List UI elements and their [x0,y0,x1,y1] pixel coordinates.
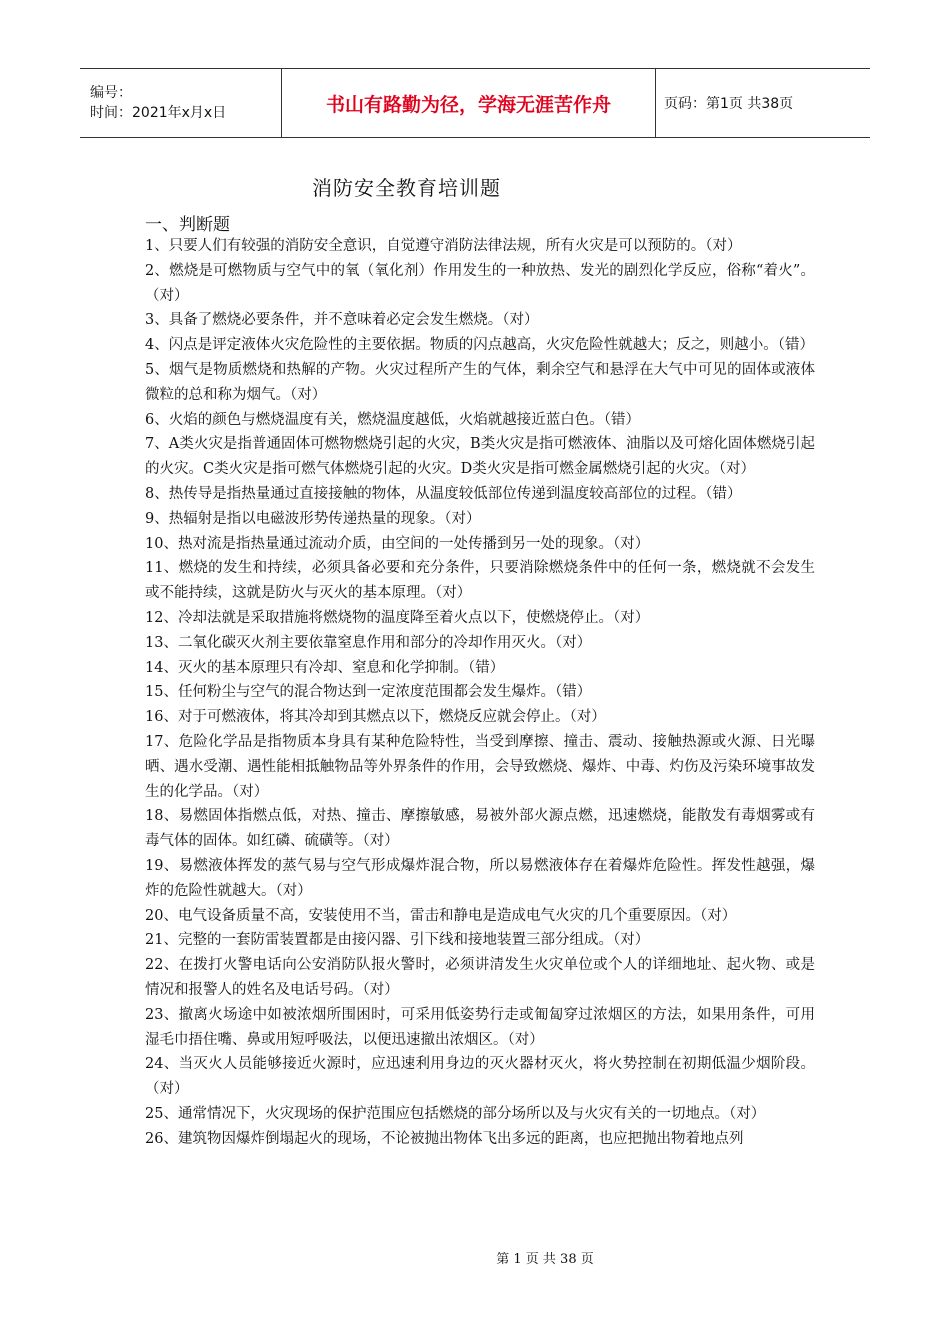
question-item: 23、撤离火场途中如被浓烟所围困时，可采用低姿势行走或匍匐穿过浓烟区的方法，如果用条件，可用湿毛巾捂住嘴、鼻或用短呼吸法，以便迅速撤出浓烟区。（对） [145,1006,815,1048]
question-item: 3、具备了燃烧必要条件，并不意味着必定会发生燃烧。（对） [145,312,539,329]
question-item: 5、烟气是物质燃烧和热解的产物。火灾过程所产生的气体，剩余空气和悬浮在大气中可见的固体或液体微粒的总和称为烟气。（对） [145,361,815,403]
page-header [80,68,870,138]
question-item: 21、完整的一套防雷装置都是由接闪器、引下线和接地装置三部分组成。（对） [145,932,650,949]
page-footer: 第 1 页 共 38 页 [496,1252,594,1267]
question-item: 16、对于可燃液体，将其冷却到其燃点以下，燃烧反应就会停止。（对） [145,709,606,726]
question-item: 4、闪点是评定液体火灾危险性的主要依据。物质的闪点越高，火灾危险性就越大；反之，则越小。（错） [145,337,814,354]
question-item: 10、热对流是指热量通过流动介质，由空间的一处传播到另一处的现象。（对） [145,535,650,552]
page-info-text: 页码：第1页 共38页 [664,96,794,112]
number-label: 编号： [90,85,132,101]
question-item: 15、任何粉尘与空气的混合物达到一定浓度范围都会发生爆炸。（错） [145,684,592,701]
question-item: 11、燃烧的发生和持续，必须具备必要和充分条件，只要消除燃烧条件中的任何一条，燃烧就不会发生或不能持续，这就是防火与灭火的基本原理。（对） [145,560,815,602]
question-item: 17、危险化学品是指物质本身具有某种危险特性，当受到摩擦、撞击、震动、接触热源或火源、日光曝晒、遇水受潮、遇性能相抵触物品等外界条件的作用，会导致燃烧、爆炸、中毒、灼伤及污染环境事故发生的化学品。（对） [145,733,815,800]
question-item: 20、电气设备质量不高，安装使用不当，雷击和静电是造成电气火灾的几个重要原因。（对） [145,907,737,924]
document-title: 消防安全教育培训题 [312,176,501,200]
question-item: 12、冷却法就是采取措施将燃烧物的温度降至着火点以下，使燃烧停止。（对） [145,609,650,626]
question-item: 26、建筑物因爆炸倒塌起火的现场，不论被抛出物体飞出多远的距离，也应把抛出物着地点列 [145,1130,744,1147]
question-item: 24、当灭火人员能够接近火源时，应迅速利用身边的灭火器材灭火，将火势控制在初期低温少烟阶段。（对） [145,1056,815,1098]
question-item: 1、只要人们有较强的消防安全意识，自觉遵守消防法律法规，所有火灾是可以预防的。（对） [145,238,742,254]
motto-text: 书山有路勤为径，学海无涯苦作舟 [325,93,611,116]
question-item: 18、易燃固体指燃点低，对热、撞击、摩擦敏感，易被外部火源点燃，迅速燃烧，能散发有毒烟雾或有毒气体的固体。如红磷、硫磺等。（对） [145,808,815,850]
question-item: 7、A类火灾是指普通固体可燃物燃烧引起的火灾，B类火灾是指可燃液体、油脂以及可熔化固体燃烧引起的火灾。C类火灾是指可燃气体燃烧引起的火灾。D类火灾是指可燃金属燃烧引起的火灾。（对） [145,436,815,478]
question-item: 6、火焰的颜色与燃烧温度有关，燃烧温度越低，火焰就越接近蓝白色。（错） [145,411,640,428]
question-list [145,234,815,1151]
question-item: 14、灭火的基本原理只有冷却、窒息和化学抑制。（错） [145,659,505,676]
question-item: 13、二氧化碳灭火剂主要依靠窒息作用和部分的冷却作用灭火。（对） [145,634,592,651]
header-motto [282,69,656,137]
header-meta [80,69,282,137]
question-item: 25、通常情况下，火灾现场的保护范围应包括燃烧的部分场所以及与火灾有关的一切地点。（对） [145,1105,766,1122]
section-heading: 一、判断题 [145,215,230,235]
question-item: 2、燃烧是可燃物质与空气中的氧（氧化剂）作用发生的一种放热、发光的剧烈化学反应，俗称“着火”。（对） [145,262,815,304]
question-item: 9、热辐射是指以电磁波形势传递热量的现象。（对） [145,510,481,527]
question-item: 19、易燃液体挥发的蒸气易与空气形成爆炸混合物，所以易燃液体存在着爆炸危险性。挥发性越强，爆炸的危险性就越大。（对） [145,857,815,899]
header-page-info [656,69,870,137]
question-item: 22、在拨打火警电话向公安消防队报火警时，必须讲清发生火灾单位或个人的详细地址、起火物、或是情况和报警人的姓名及电话号码。（对） [145,957,815,998]
question-item: 8、热传导是指热量通过直接接触的物体，从温度较低部位传递到温度较高部位的过程。（错） [145,485,742,502]
date-label: 时间：2021年x月x日 [90,105,227,121]
